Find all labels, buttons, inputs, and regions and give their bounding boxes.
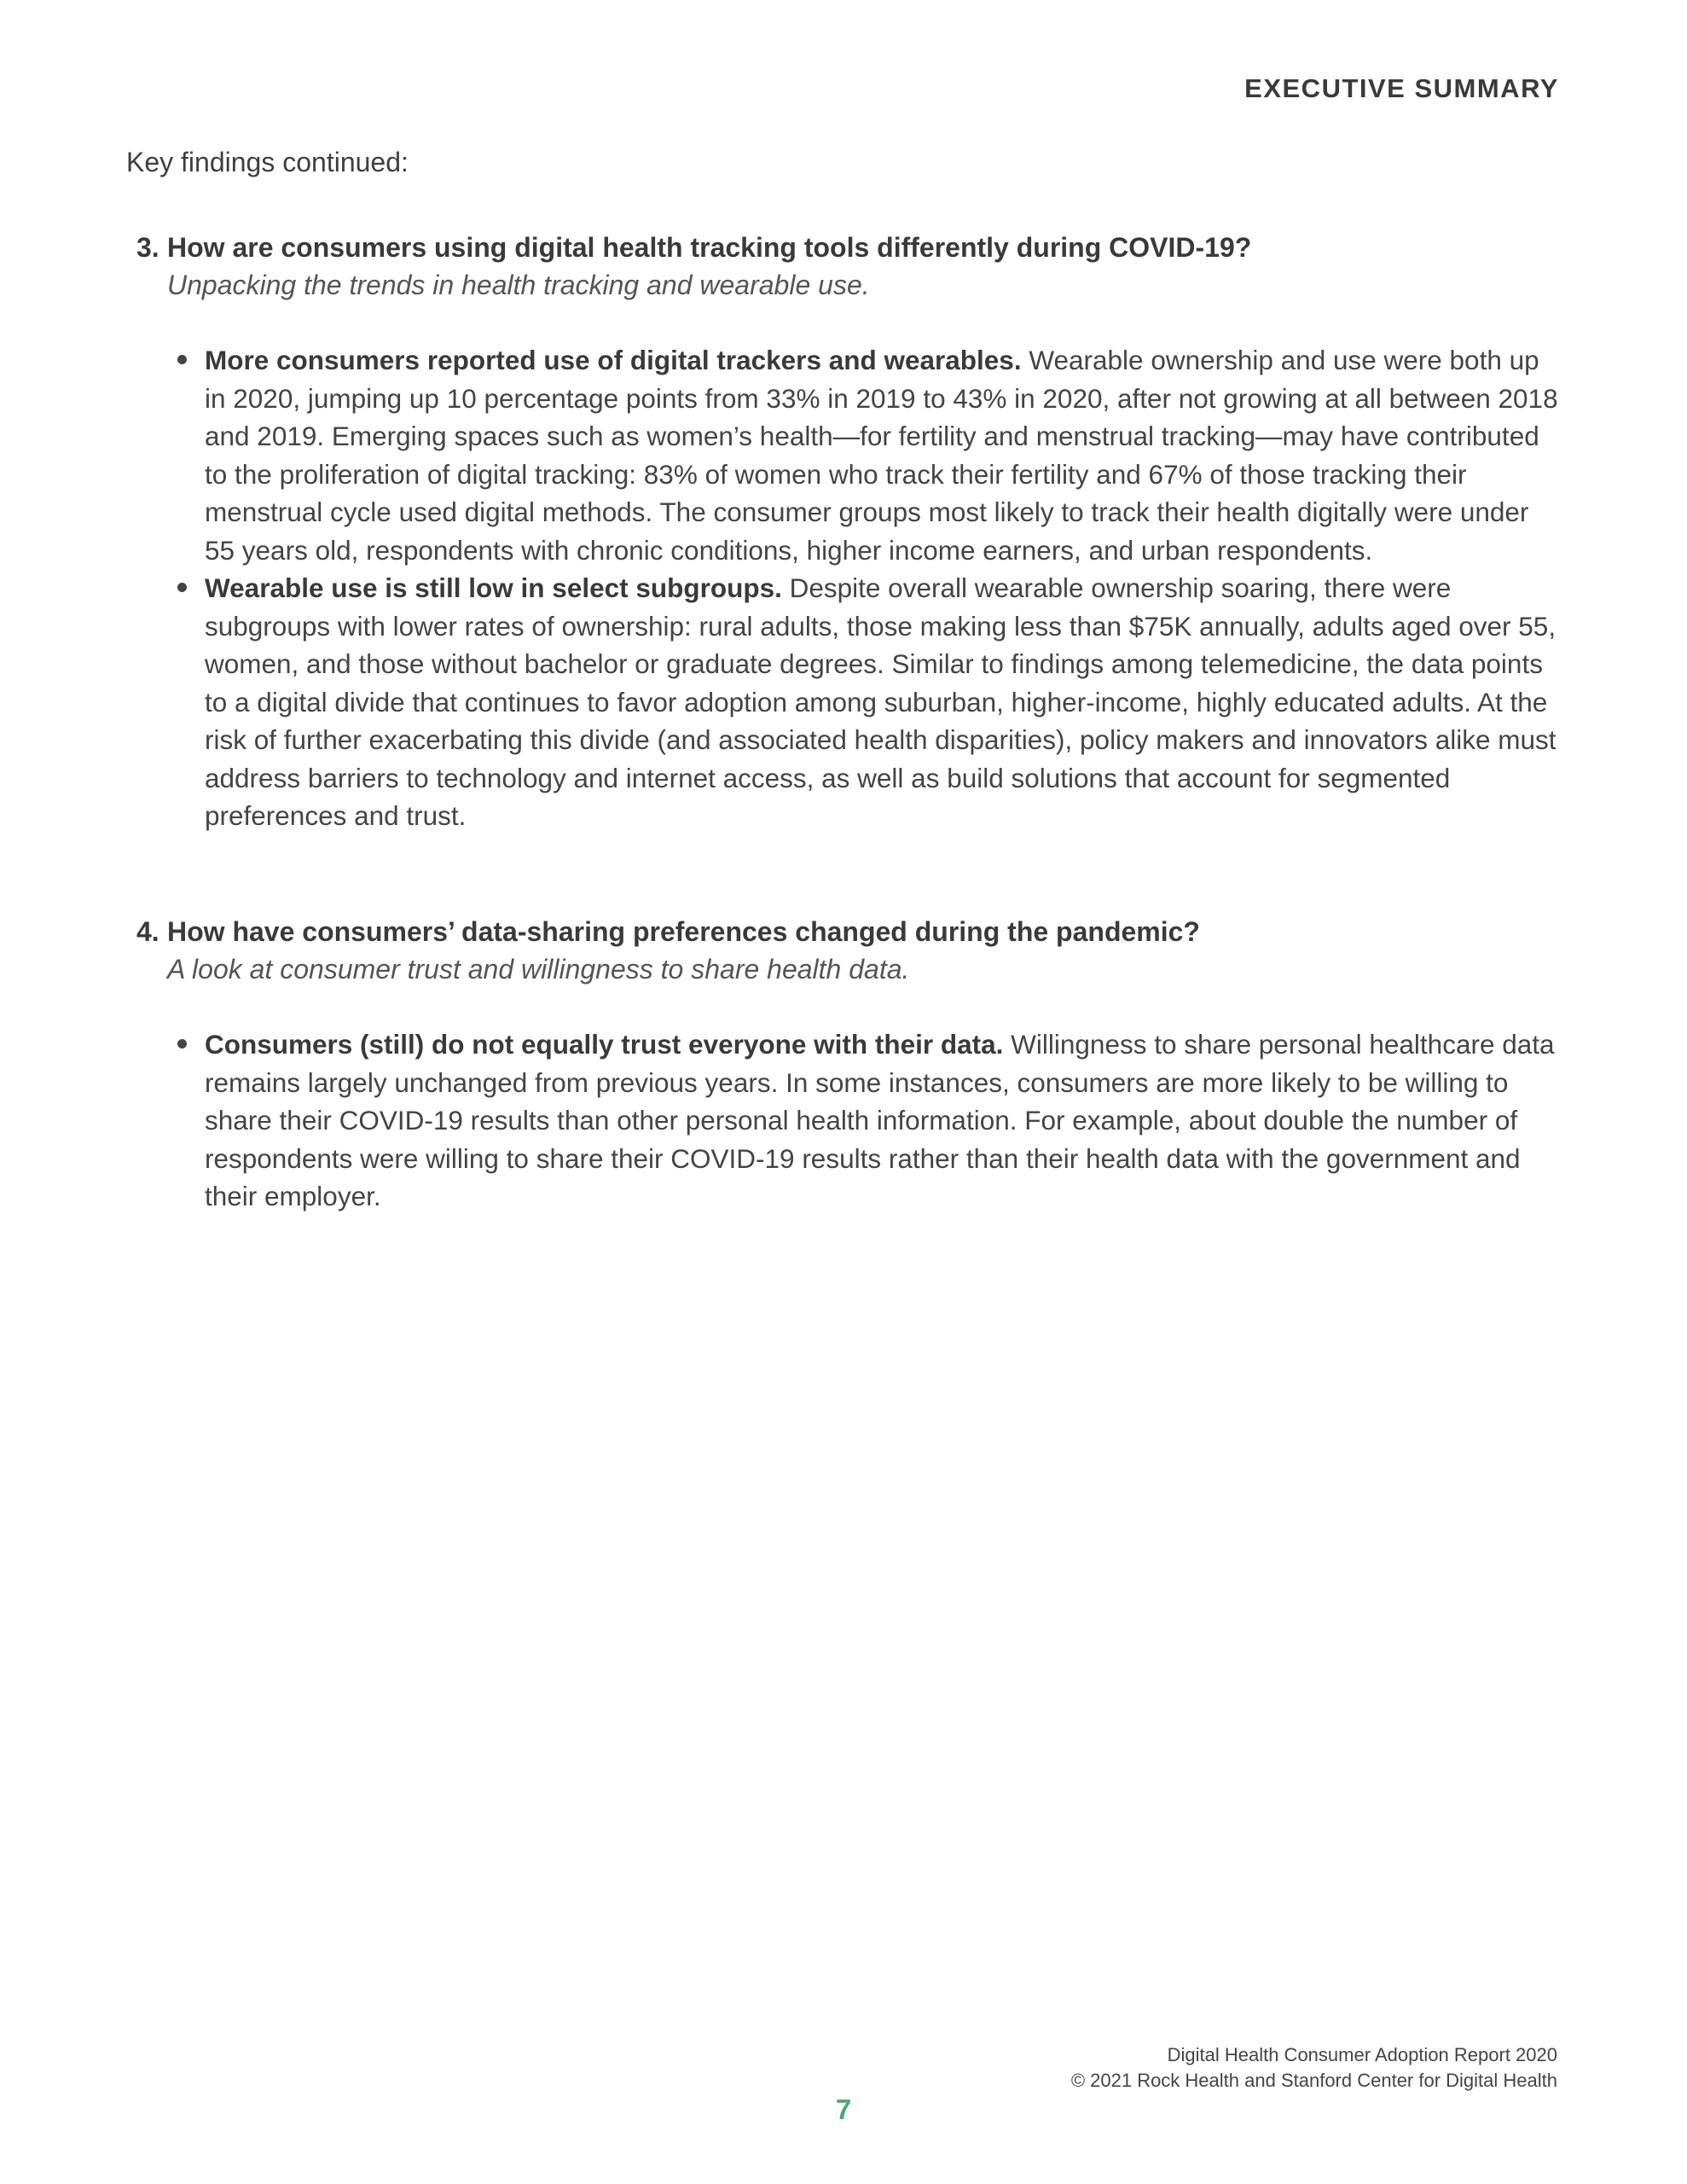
question-subtitle: Unpacking the trends in health tracking and wearable use. (167, 270, 870, 300)
question-heading (136, 229, 1561, 266)
section-3 (136, 229, 1561, 835)
bullet-text: Wearable ownership and use were both up in 2020, jumping up 10 percentage points from 33% in 2019 to 43% in 2020, after not growing at all between 2018 and 2019. Emerging spaces such as women’s health—for fertility and menstrual tracking—may have contributed to the proliferation of digital tracking: 83% of women who track their fertility and 67% of those tracking their menstrual cycle used digital methods. The consumer groups most likely to track their health digitally were under 55 years old, respondents with chronic conditions, higher income earners, and urban respondents. (205, 345, 1558, 566)
bullet-dot-icon (177, 583, 187, 592)
bullet-list (136, 1025, 1561, 1216)
intro-text: Key findings continued: (126, 147, 409, 177)
question-number: 3. (136, 232, 159, 263)
question-heading (136, 913, 1561, 950)
section-4 (136, 913, 1561, 1216)
question-text: How are consumers using digital health tracking tools differently during COVID-19? (167, 232, 1252, 263)
bullet-item (136, 341, 1561, 569)
bullet-text: Despite overall wearable ownership soaring, there were subgroups with lower rates of ownership: rural adults, those making less than $75K annually, adults aged over 55, women, and those without bachelor or graduate degrees. Similar to findings among telemedicine, the data points to a digital divide that continues to favor adoption among suburban, higher-income, highly educated adults. At the risk of further exacerbating this divide (and associated health disparities), policy makers and innovators alike must address barriers to technology and internet access, as well as build solutions that account for segmented preferences and trust. (205, 572, 1557, 831)
question-number: 4. (136, 916, 159, 947)
bullet-item (136, 569, 1561, 835)
bullet-list (136, 341, 1561, 835)
bullet-item (136, 1025, 1561, 1216)
page-number: 7 (835, 2094, 852, 2125)
question-text: How have consumers’ data-sharing preferences changed during the pandemic? (167, 916, 1200, 947)
bullet-dot-icon (177, 1039, 187, 1048)
footer-copyright: © 2021 Rock Health and Stanford Center for Digital Health (1070, 2070, 1557, 2091)
footer-report-title: Digital Health Consumer Adoption Report 2020 (1167, 2044, 1557, 2065)
bullet-dot-icon (177, 355, 187, 364)
bullet-text: Willingness to share personal healthcare data remains largely unchanged from previous years. In some instances, consumers are more likely to be willing to share their COVID-19 results than other personal health information. For example, about double the number of respondents were willing to share their COVID-19 results rather than their health data with the government and their employer. (205, 1029, 1555, 1211)
bullet-lead: More consumers reported use of digital trackers and wearables. (205, 345, 1022, 375)
header-title: EXECUTIVE SUMMARY (1244, 73, 1559, 103)
bullet-lead: Consumers (still) do not equally trust everyone with their data. (205, 1029, 1004, 1060)
question-subtitle: A look at consumer trust and willingness to share health data. (167, 954, 910, 985)
bullet-lead: Wearable use is still low in select subgroups. (205, 572, 782, 603)
